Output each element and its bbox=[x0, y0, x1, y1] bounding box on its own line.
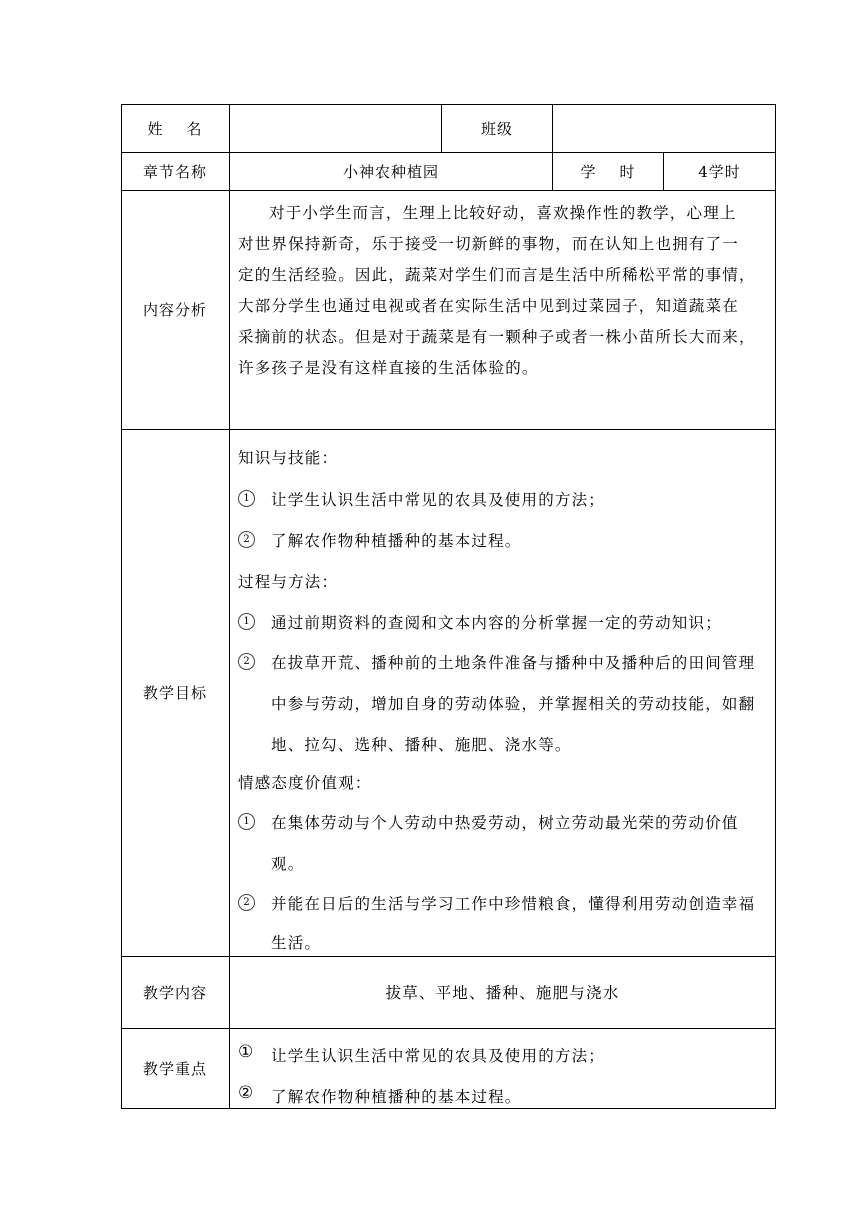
hours-value: 4学时 bbox=[698, 162, 741, 181]
knowledge-item: 让学生认识生活中常见的农具及使用的方法； bbox=[271, 491, 606, 509]
item-number: 2 bbox=[238, 531, 255, 548]
item-number: 1 bbox=[238, 490, 255, 507]
table-border-right bbox=[775, 104, 776, 1109]
analysis-line: 许多孩子是没有这样直接的生活体验的。 bbox=[238, 359, 539, 377]
item-number: 2 bbox=[238, 653, 255, 670]
key-point-item: 让学生认识生活中常见的农具及使用的方法； bbox=[271, 1047, 606, 1065]
item-number: ① bbox=[238, 1042, 254, 1062]
analysis-line: 对世界保持新奇，乐于接受一切新鲜的事物，而在认知上也拥有了一 bbox=[238, 235, 740, 253]
item-number: 1 bbox=[238, 813, 255, 830]
emotion-item: 并能在日后的生活与学习工作中珍惜粮食，懂得利用劳动创造幸福 bbox=[271, 895, 756, 913]
analysis-line: 采摘前的状态。但是对于蔬菜是有一颗种子或者一株小苗所长大而来， bbox=[238, 328, 756, 346]
key-point-item: 了解农作物种植播种的基本过程。 bbox=[271, 1088, 522, 1106]
analysis-line: 定的生活经验。因此，蔬菜对学生们而言是生活中所稀松平常的事情， bbox=[238, 266, 756, 284]
emotion-item: 在集体劳动与个人劳动中热爱劳动，树立劳动最光荣的劳动价值 bbox=[271, 814, 739, 832]
hours-label: 学 时 bbox=[580, 162, 636, 181]
content-label: 教学内容 bbox=[142, 983, 207, 1002]
analysis-paragraph bbox=[238, 198, 770, 384]
emotion-title: 情感态度价值观： bbox=[238, 774, 372, 792]
process-item-cont: 地、拉勾、选种、播种、施肥、浇水等。 bbox=[271, 736, 572, 754]
item-number: ② bbox=[238, 1083, 254, 1103]
chapter-label: 章节名称 bbox=[142, 162, 207, 181]
analysis-line: 对于小学生而言，生理上比较好动，喜欢操作性的教学，心理上 bbox=[269, 204, 737, 222]
emotion-item-cont: 生活。 bbox=[271, 934, 322, 952]
process-item-cont: 中参与劳动，增加自身的劳动体验，并掌握相关的劳动技能，如翻 bbox=[271, 695, 756, 713]
analysis-line: 大部分学生也通过电视或者在实际生活中见到过菜园子，知道蔬菜在 bbox=[238, 297, 740, 315]
process-item: 在拔草开荒、播种前的土地条件准备与播种中及播种后的田间管理 bbox=[271, 654, 756, 672]
lesson-plan-table bbox=[121, 104, 776, 1109]
process-title: 过程与方法： bbox=[238, 573, 339, 591]
name-field[interactable] bbox=[230, 104, 441, 152]
name-label: 姓 名 bbox=[147, 119, 203, 138]
process-item: 通过前期资料的查阅和文本内容的分析掌握一定的劳动知识； bbox=[271, 614, 722, 632]
chapter-value: 小神农种植园 bbox=[342, 162, 439, 181]
content-value: 拔草、平地、播种、施肥与浇水 bbox=[385, 984, 620, 1002]
knowledge-title: 知识与技能： bbox=[238, 449, 339, 467]
class-label: 班级 bbox=[480, 119, 513, 138]
item-number: 1 bbox=[238, 613, 255, 630]
goals-label: 教学目标 bbox=[142, 684, 207, 702]
analysis-label: 内容分析 bbox=[142, 301, 207, 319]
key-points-label: 教学重点 bbox=[142, 1059, 207, 1078]
knowledge-item: 了解农作物种植播种的基本过程。 bbox=[271, 532, 522, 550]
class-field[interactable] bbox=[553, 104, 775, 152]
table-border-bottom bbox=[121, 1108, 776, 1109]
emotion-item-cont: 观。 bbox=[271, 855, 305, 873]
item-number: 2 bbox=[238, 894, 255, 911]
